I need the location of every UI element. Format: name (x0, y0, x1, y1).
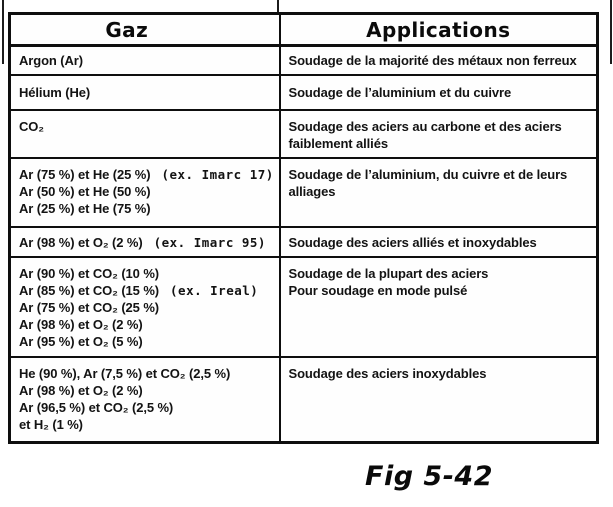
gas-mixture-text: Ar (50 %) et He (50 %) (19, 184, 151, 199)
applications-cell (280, 158, 598, 227)
table-row (10, 110, 598, 158)
gas-line (19, 333, 273, 350)
gas-applications-table (8, 12, 599, 444)
table-row (10, 158, 598, 227)
gaz-column-header-label: Gaz (105, 17, 149, 42)
application-line: Soudage de l’aluminium et du cuivre (288, 85, 512, 100)
gas-mixture-text: Ar (98 %) et O₂ (2 %) (19, 383, 143, 398)
gas-line (19, 299, 273, 316)
gaz-cell (10, 357, 280, 442)
gaz-cell (10, 227, 280, 257)
gaz-cell (10, 75, 280, 110)
scan-edge-line-left (2, 0, 4, 64)
application-line: faiblement alliés (288, 136, 388, 151)
gaz-column-header (10, 14, 280, 46)
gas-mixture-text: Ar (96,5 %) et CO₂ (2,5 %) (19, 400, 174, 415)
applications-column-header (280, 14, 598, 46)
gas-mixture-text: Ar (75 %) et He (25 %) (19, 167, 151, 182)
gas-line (19, 84, 273, 101)
example-product-label: (ex. Ireal) (170, 283, 259, 298)
applications-cell (280, 357, 598, 442)
gaz-cell (10, 110, 280, 158)
gas-line (19, 365, 273, 382)
table-body (10, 46, 598, 443)
gas-line (19, 166, 273, 183)
gaz-cell (10, 46, 280, 76)
gas-line (19, 52, 273, 69)
gas-mixture-text: Ar (98 %) et O₂ (2 %) (19, 317, 143, 332)
application-line: Soudage de la majorité des métaux non ferreux (288, 53, 577, 68)
gas-mixture-text: Ar (90 %) et CO₂ (10 %) (19, 266, 160, 281)
gas-line (19, 234, 273, 251)
gaz-cell (10, 158, 280, 227)
applications-cell (280, 110, 598, 158)
gas-mixture-text: Ar (98 %) et O₂ (2 %) (19, 234, 143, 250)
gas-mixture-text: Ar (75 %) et CO₂ (25 %) (19, 300, 160, 315)
application-line: Soudage de l’aluminium, du cuivre et de leurs (288, 167, 568, 182)
gas-mixture-text: et H₂ (1 %) (19, 417, 83, 432)
gas-line (19, 316, 273, 333)
gaz-cell (10, 257, 280, 357)
gas-line (19, 183, 273, 200)
application-line: Soudage des aciers au carbone et des aciers (288, 119, 562, 134)
gas-mixture-text: Argon (Ar) (19, 53, 83, 68)
applications-cell (280, 75, 598, 110)
gas-line (19, 118, 273, 135)
table-row (10, 75, 598, 110)
applications-cell (280, 227, 598, 257)
applications-cell (280, 46, 598, 76)
applications-cell (280, 257, 598, 357)
application-line: Soudage des aciers inoxydables (288, 366, 487, 381)
applications-column-header-label: Applications (366, 17, 511, 42)
application-line: Pour soudage en mode pulsé (288, 283, 468, 298)
example-product-label: (ex. Imarc 95) (153, 234, 266, 250)
gas-mixture-text: He (90 %), Ar (7,5 %) et CO₂ (2,5 %) (19, 366, 231, 381)
gas-mixture-text: Ar (95 %) et O₂ (5 %) (19, 334, 143, 349)
application-line: Soudage de la plupart des aciers (288, 266, 489, 281)
gas-line (19, 382, 273, 399)
table-row (10, 46, 598, 76)
header-row (10, 14, 598, 46)
gas-line (19, 416, 273, 433)
table-row (10, 257, 598, 357)
table-row (10, 227, 598, 257)
table-row (10, 357, 598, 442)
gas-mixture-text: CO₂ (19, 119, 44, 134)
gas-line (19, 265, 273, 282)
gas-line (19, 282, 273, 299)
application-line: alliages (288, 184, 336, 199)
gas-line (19, 399, 273, 416)
gas-line (19, 200, 273, 217)
gas-mixture-text: Ar (85 %) et CO₂ (15 %) (19, 283, 160, 298)
example-product-label: (ex. Imarc 17) (161, 167, 274, 182)
figure-caption: Fig 5-42 (365, 461, 493, 492)
gas-mixture-text: Ar (25 %) et He (75 %) (19, 201, 151, 216)
gas-mixture-text: Hélium (He) (19, 85, 91, 100)
application-line: Soudage des aciers alliés et inoxydables (288, 234, 537, 250)
scan-edge-line-right (610, 0, 612, 64)
